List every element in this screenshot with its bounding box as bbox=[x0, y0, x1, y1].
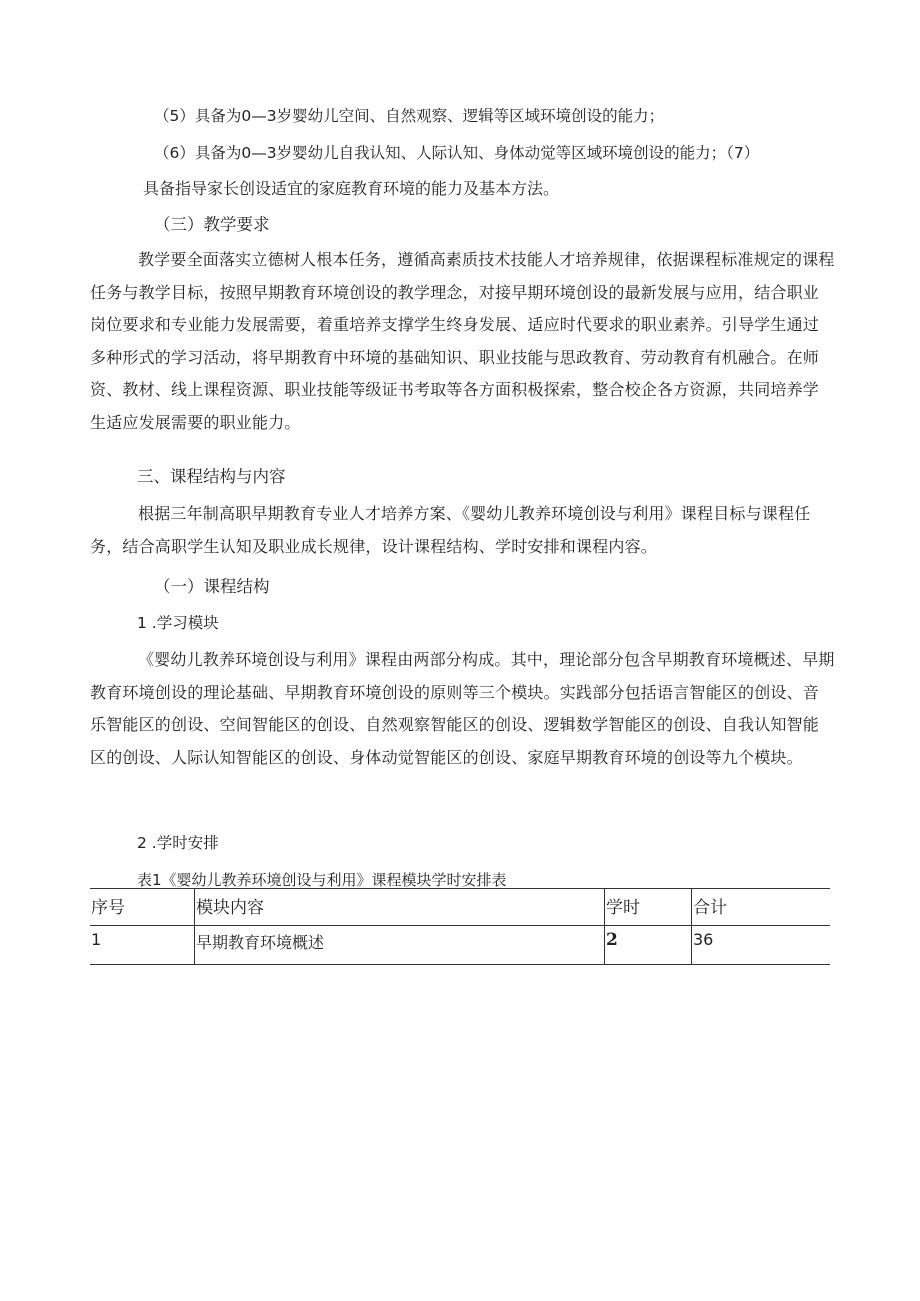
subheading-learning-modules: 1 .学习模块 bbox=[137, 614, 219, 632]
header-hours: 学时 bbox=[605, 889, 692, 926]
cell-hours bbox=[605, 926, 692, 965]
item-5: （5）具备为0—3岁婴幼儿空间、自然观察、逻辑等区域环境创设的能力； bbox=[154, 107, 665, 125]
paragraph-course-structure: 根据三年制高职早期教育专业人才培养方案、《婴幼儿教养环境创设与利用》课程目标与课程任务，结合高职学生认知及职业成长规律，设计课程结构、学时安排和课程内容。 bbox=[90, 504, 811, 556]
item-6: （6）具备为0—3岁婴幼儿自我认知、人际认知、身体动觉等区域环境创设的能力；（7） bbox=[154, 144, 760, 162]
cell-number: 1 bbox=[90, 926, 195, 965]
section-heading-teaching-requirements: （三）教学要求 bbox=[154, 215, 270, 234]
paragraph-teaching-requirements: 教学要全面落实立德树人根本任务，遵循高素质技术技能人才培养规律，依据课程标准规定的课程任务与教学目标，按照早期教育环境创设的教学理念，对接早期环境创设的最新发展与应用，结合职业岗位要求和专业能力发展需要，着重培养支撑学生终身发展、适应时代要求的职业素养。引导学生通过多种形式的学习活动，将早期教育中环境的基础知识、职业技能与思政教育、劳动教育有机融合。在师资、教材、线上课程资源、职业技能等级证书考取等各方面积极探索，整合校企各方资源，共同培养学生适应发展需要的职业能力。 bbox=[90, 250, 835, 432]
header-total: 合计 bbox=[692, 889, 831, 926]
header-number: 序号 bbox=[90, 889, 195, 926]
item-6-continuation: 具备指导家长创设适宜的家庭教育环境的能力及基本方法。 bbox=[143, 179, 560, 198]
header-module-content: 模块内容 bbox=[195, 889, 605, 926]
cell-module-content: 早期教育环境概述 bbox=[195, 926, 605, 965]
hours-value: 2 bbox=[606, 930, 618, 950]
subsection-heading-course-structure: （一）课程结构 bbox=[154, 577, 270, 596]
table-caption: 表1《婴幼儿教养环境创设与利用》课程模块学时安排表 bbox=[137, 871, 507, 889]
section-heading-course-structure-content: 三、课程结构与内容 bbox=[137, 467, 286, 486]
paragraph-learning-modules: 《婴幼儿教养环境创设与利用》课程由两部分构成。其中，理论部分包含早期教育环境概述、早期教育环境创设的理论基础、早期教育环境创设的原则等三个模块。实践部分包括语言智能区的创设、音乐智能区的创设、空间智能区的创设、自然观察智能区的创设、逻辑数学智能区的创设、自我认知智能区的创设、人际认知智能区的创设、身体动觉智能区的创设、家庭早期教育环境的创设等九个模块。 bbox=[90, 650, 835, 767]
table-row bbox=[90, 926, 830, 965]
hours-table bbox=[90, 888, 830, 965]
cell-total: 36 bbox=[692, 926, 831, 965]
subheading-hour-arrangement: 2 .学时安排 bbox=[137, 834, 219, 852]
table-header-row bbox=[90, 889, 830, 926]
